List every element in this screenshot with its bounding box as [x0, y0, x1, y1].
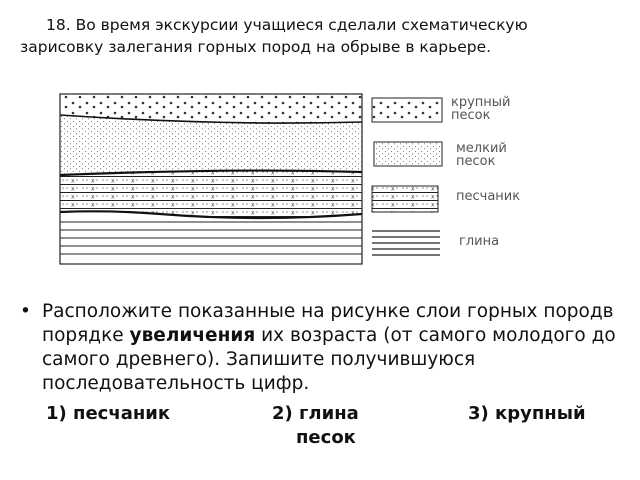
legend-label-coarse-sand [451, 96, 511, 122]
legend [372, 98, 442, 255]
question-title-line-1: 18. Во время экскурсии учащиеся сделали схематическую [46, 16, 528, 34]
legend-label-coarse-sand-line-2: песок [451, 108, 491, 123]
legend-label-clay: глина [459, 234, 500, 249]
task-text [42, 300, 620, 396]
task-text-part-2: их возраста (от самого молодого до самого древнего). Запишите получившуюся последовательность цифр. [42, 325, 616, 394]
question-title-line-2: зарисовку залегания горных пород на обрыве в карьере. [20, 38, 492, 56]
legend-label-fine-sand-line-2: песок [456, 154, 496, 169]
legend-label-coarse-sand-line-1: крупный [451, 95, 511, 110]
legend-swatch-coarse-sand [372, 98, 442, 122]
legend-swatch-sandstone [372, 186, 438, 212]
task-text-emphasis: увеличения [129, 325, 256, 346]
legend-label-sandstone: песчаник [456, 189, 521, 204]
bullet-marker: • [20, 301, 31, 322]
answer-option-2: 2) глина [272, 403, 359, 424]
legend-swatch-clay [372, 231, 440, 255]
answer-option-3: 3) крупный [468, 403, 586, 424]
answer-option-2-continuation: песок [296, 427, 356, 448]
legend-label-fine-sand [456, 142, 507, 168]
legend-label-fine-sand-line-1: мелкий [456, 141, 507, 156]
cross-section [60, 94, 362, 264]
task-text-part-1: Расположите показанные на рисунке слои горных породв порядке [42, 301, 614, 346]
task-instruction [20, 300, 620, 396]
layer-fine-sand [60, 115, 362, 175]
legend-swatch-fine-sand [374, 142, 442, 166]
answer-option-1: 1) песчаник [46, 403, 171, 424]
